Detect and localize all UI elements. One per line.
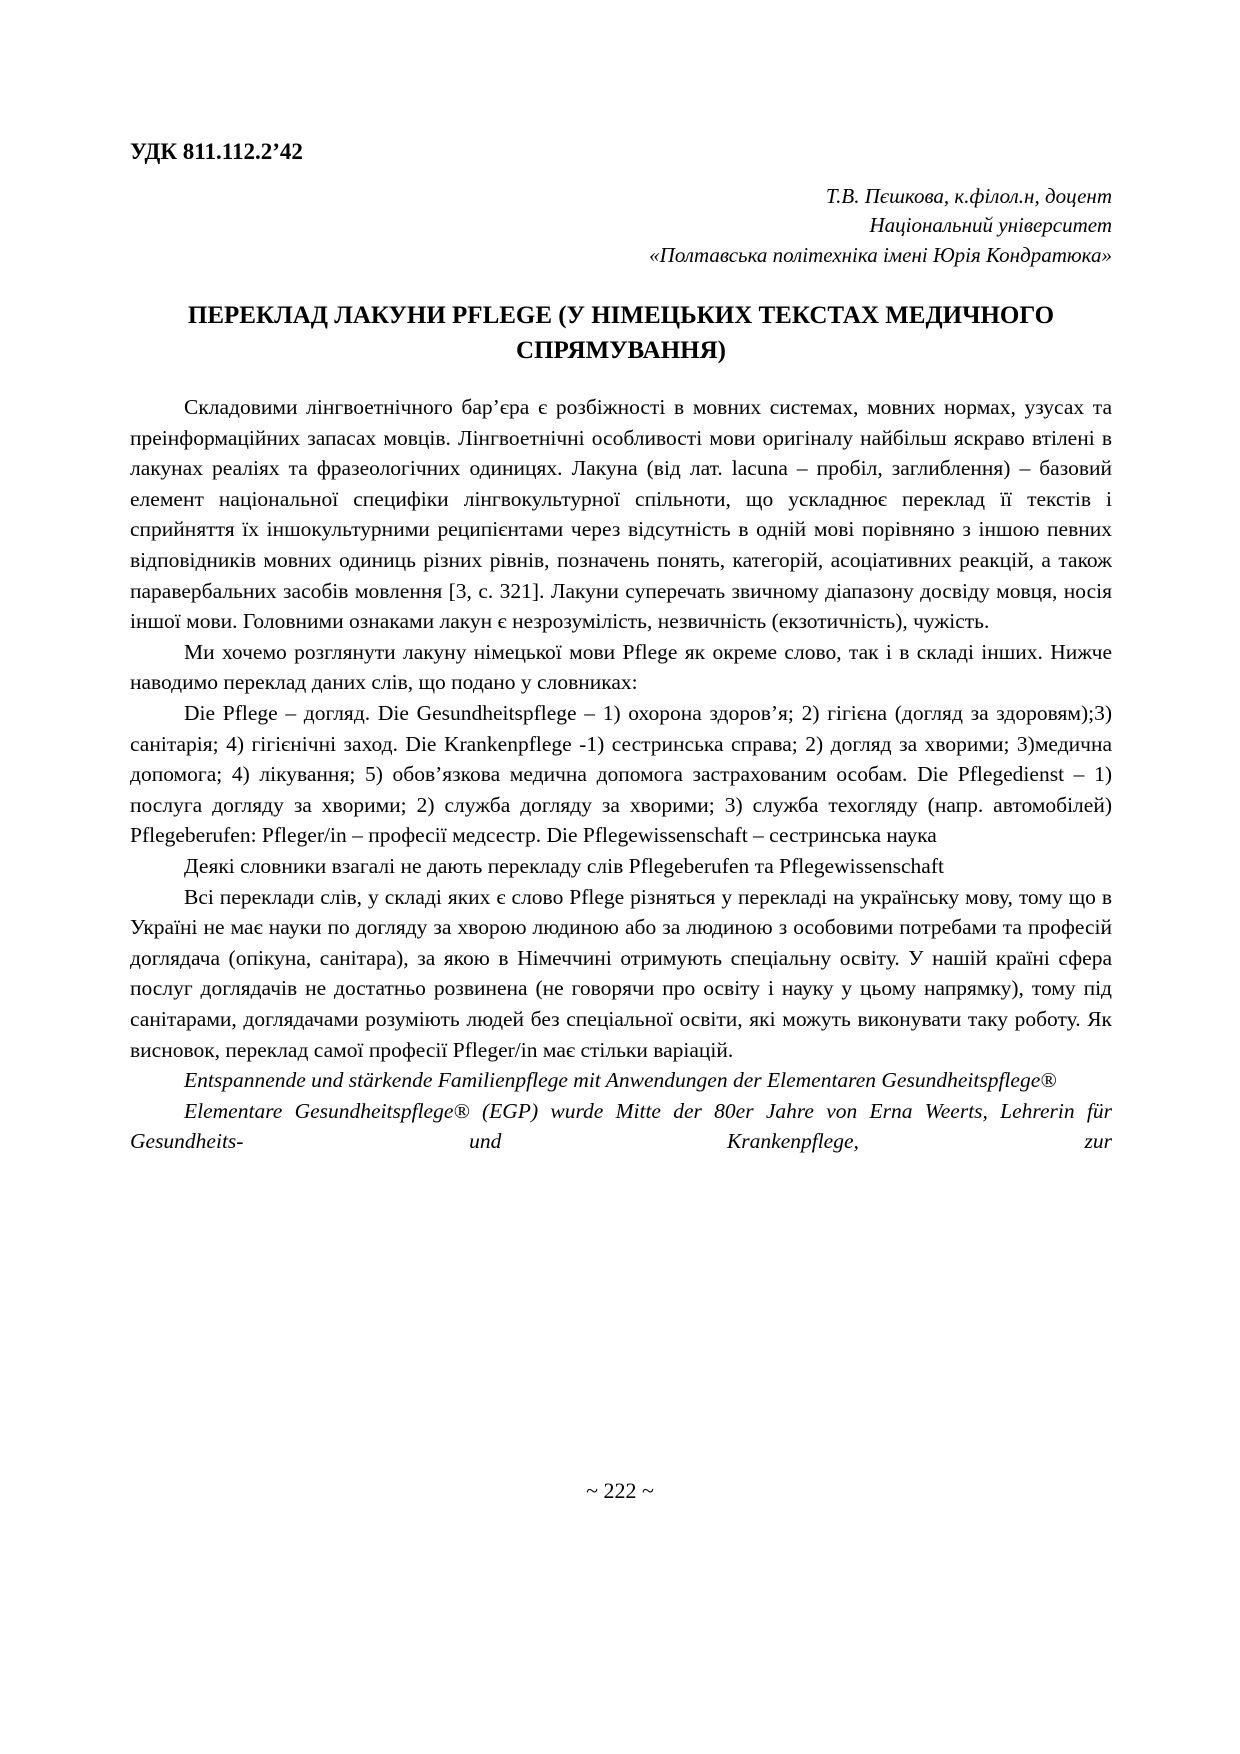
paragraph-german-italic: Elementare Gesundheitspflege® (EGP) wurde Mitte der 80er Jahre von Erna Weerts, Lehrerin für Gesundheits- und Krankenpflege, zur — [130, 1098, 1112, 1154]
udc-code: УДК 811.112.2’42 — [130, 139, 303, 164]
author-block — [130, 182, 1112, 271]
article-title: ПЕРЕКЛАД ЛАКУНИ PFLEGE (У НІМЕЦЬКИХ ТЕКСТАХ МЕДИЧНОГО СПРЯМУВАННЯ) — [187, 302, 1055, 364]
paragraph: Ми хочемо розглянути лакуну німецької мови Pflege як окреме слово, так і в складі інших. Нижче наводимо переклад даних слів, що подано у словниках: — [130, 639, 1112, 695]
paragraph: Die Pflege – догляд. Die Gesundheitspflege – 1) охорона здоров’я; 2) гігієна (догляд за здоровям);3) санітарія; 4) гігієнічні заход. Die Krankenpflege -1) сестринська справа; 2) догляд за хворими; 3)медична допомога; 4) лікування; 5) обов’язкова медична допомога застрахованим особам. Die Pflegedienst – 1) послуга догляду за хворими; 2) служба догляду за хворими; 3) служба техогляду (напр. автомобілей) Pflegeberufen: Pfleger/in – професії медсестр. Die Pflegewissenschaft – сестринська наука — [130, 700, 1112, 848]
paragraph-german-italic: Entspannende und stärkende Familienpflege mit Anwendungen der Elementaren Gesundheitspflege® — [184, 1068, 1057, 1093]
author-institution-line: «Полтавська політехніка імені Юрія Кондратюка» — [649, 243, 1112, 268]
paragraph: Деякі словники взагалі не дають перекладу слів Pflegeberufen та Pflegewissenschaft — [184, 853, 944, 878]
author-affiliation-line: Національний університет — [869, 213, 1112, 238]
author-name-line: Т.В. Пєшкова, к.філол.н, доцент — [825, 183, 1112, 208]
page-number: ~ 222 ~ — [586, 1478, 654, 1503]
paragraph: Всі переклади слів, у складі яких є слово Pflege різняться у перекладі на українську мову, тому що в Україні не має науки по догляду за хворою людиною або за людиною з особовими потребами та професій доглядача (опікуна, санітара), за якою в Німеччині отримують спеціальну освіту. У нашій країні сфера послуг доглядачів не достатньо розвинена (не говорячи про освіту і науку у цьому напрямку), тому під санітарами, доглядачами розуміють людей без спеціальної освіти, які можуть виконувати таку роботу. Як висновок, переклад самої професії Pfleger/in має стільки варіацій. — [130, 884, 1112, 1062]
paragraph: Складовими лінгвоетнічного бар’єра є розбіжності в мовних системах, мовних нормах, узусах та преінформаційних запасах мовців. Лінгвоетнічні особливості мови оригіналу найбільш яскраво втілені в лакунах реаліях та фразеологічних одиницях. Лакуна (від лат. lacuna – пробіл, заглиблення) – базовий елемент національної специфіки лінгвокультурної спільноти, що ускладнює переклад її текстів і сприйняття їх іншокультурними реципієнтами через відсутність в одній мові порівняно з іншою певних відповідників мовних одиниць різних рівнів, позначень понять, категорій, асоціативних реакцій, а також паравербальних засобів мовлення [3, с. 321]. Лакуни суперечать звичному діапазону досвіду мовця, носія іншої мови. Головними ознаками лакун є незрозумілість, незвичність (екзотичність), чужість. — [130, 395, 1112, 634]
